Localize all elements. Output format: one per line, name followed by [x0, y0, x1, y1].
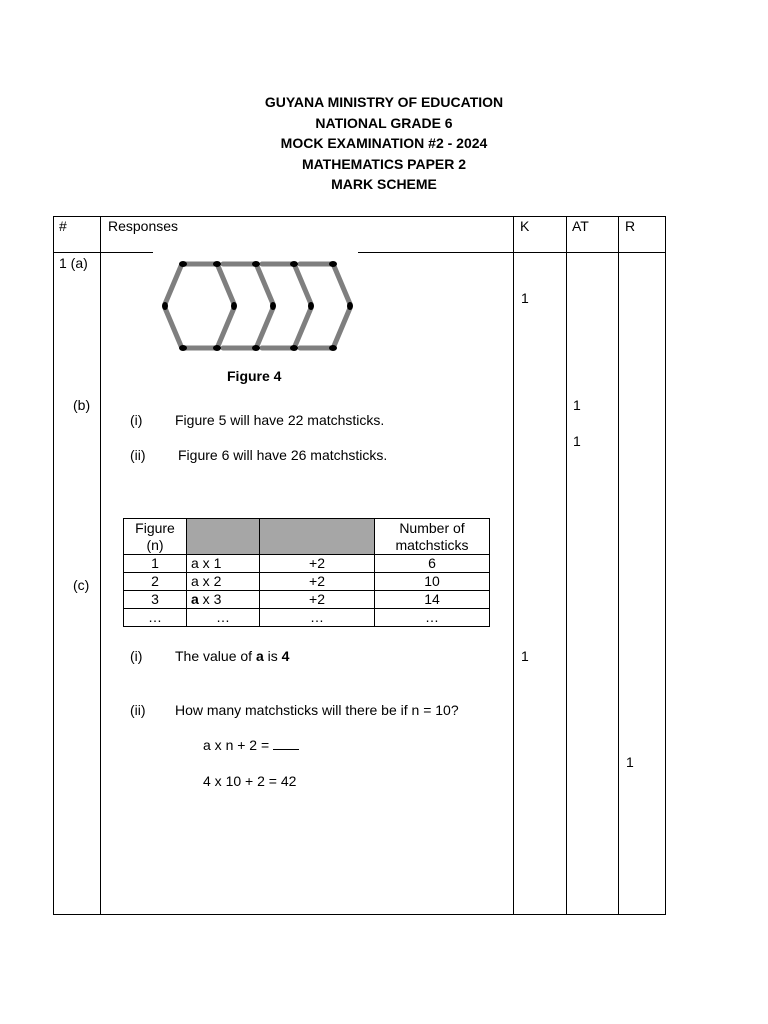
table-divider-responses [513, 216, 514, 914]
table-top-border [53, 216, 666, 217]
header-figure-label: Figure [135, 519, 175, 536]
col-header-number: # [59, 218, 67, 234]
ellipsis-cell: … [187, 609, 260, 627]
b-ii-number: (ii) [130, 447, 146, 463]
c-ii-number: (ii) [130, 702, 146, 718]
table-row [124, 573, 490, 591]
table-row-ellipsis [124, 609, 490, 627]
header-rule-num [53, 252, 101, 253]
mark-k-part-a: 1 [521, 290, 529, 306]
mark-at-part-b-ii: 1 [573, 433, 581, 449]
ellipsis-cell: … [375, 609, 490, 627]
table-border-right [665, 216, 666, 914]
c-i-text-prefix: The value of [175, 648, 256, 664]
table-bottom-border [53, 914, 666, 915]
header-grade: NATIONAL GRADE 6 [315, 114, 453, 131]
ellipsis-cell: … [124, 609, 187, 627]
row-expression [187, 591, 260, 609]
col-header-responses: Responses [108, 218, 179, 234]
figure-caption: Figure 4 [227, 368, 282, 384]
row-var: a [191, 573, 199, 589]
row-n: 1 [124, 555, 187, 573]
table-divider-at [618, 216, 619, 914]
question-label-c: (c) [73, 577, 90, 593]
header-rule-resp-right [358, 252, 666, 253]
table-row [124, 555, 490, 573]
ellipsis-cell: … [260, 609, 375, 627]
header-rule-resp-left [101, 252, 153, 253]
row-n: 3 [124, 591, 187, 609]
table-divider-num [100, 216, 101, 914]
mark-at-part-b-i: 1 [573, 397, 581, 413]
row-expr: x 1 [198, 555, 222, 571]
mark-r-part-c-ii: 1 [626, 754, 634, 770]
calculation-line: 4 x 10 + 2 = 42 [203, 773, 297, 789]
header-count-line1: Number of [399, 519, 465, 536]
row-count: 10 [375, 573, 490, 591]
pattern-table-header [124, 519, 490, 555]
row-count: 14 [375, 591, 490, 609]
col-header-r: R [625, 218, 636, 234]
row-expr: x 3 [198, 591, 222, 607]
question-label-b: (b) [73, 397, 91, 413]
matchstick-figure-4 [155, 255, 360, 357]
header-ministry: GUYANA MINISTRY OF EDUCATION [264, 94, 504, 110]
c-i-number: (i) [130, 648, 143, 664]
b-i-answer: Figure 5 will have 22 matchsticks. [175, 412, 385, 428]
formula-line [203, 737, 299, 753]
header-exam: MOCK EXAMINATION #2 - 2024 [280, 135, 488, 151]
b-ii-answer: Figure 6 will have 26 matchsticks. [178, 447, 388, 463]
c-i-text-mid: is [263, 648, 282, 664]
table-row [124, 591, 490, 609]
row-var: a [191, 555, 199, 571]
table-divider-k [566, 216, 567, 914]
row-n: 2 [124, 573, 187, 591]
c-i-answer [175, 648, 289, 664]
header-figure-n [124, 519, 187, 555]
document-header [0, 92, 768, 195]
table-border-left [53, 216, 54, 914]
header-mark-scheme: MARK SCHEME [331, 176, 437, 192]
c-i-value: 4 [281, 648, 290, 664]
header-paper: MATHEMATICS PAPER 2 [301, 155, 467, 172]
header-number-of-matchsticks [375, 519, 490, 555]
b-i-number: (i) [130, 412, 143, 428]
col-header-k: K [520, 218, 530, 234]
row-add: +2 [260, 573, 375, 591]
mark-k-part-c-i: 1 [521, 648, 529, 664]
c-i-variable: a [255, 648, 264, 664]
matchstick-pattern-table [123, 518, 490, 627]
answer-blank [273, 737, 299, 750]
row-count: 6 [375, 555, 490, 573]
row-expression [187, 573, 260, 591]
header-count-line2: matchsticks [395, 536, 469, 553]
question-label-1a: 1 (a) [59, 255, 88, 271]
header-n-label: (n) [146, 536, 164, 553]
row-add: +2 [260, 591, 375, 609]
row-expr: x 2 [198, 573, 222, 589]
col-header-at: AT [572, 218, 589, 234]
formula-text: a x n + 2 = [203, 737, 274, 753]
header-shaded-cell-2 [260, 519, 375, 555]
c-ii-question: How many matchsticks will there be if n = 10? [175, 702, 459, 718]
header-shaded-cell-1 [187, 519, 260, 555]
row-add: +2 [260, 555, 375, 573]
row-expression [187, 555, 260, 573]
row-var-bold: a [191, 591, 199, 607]
